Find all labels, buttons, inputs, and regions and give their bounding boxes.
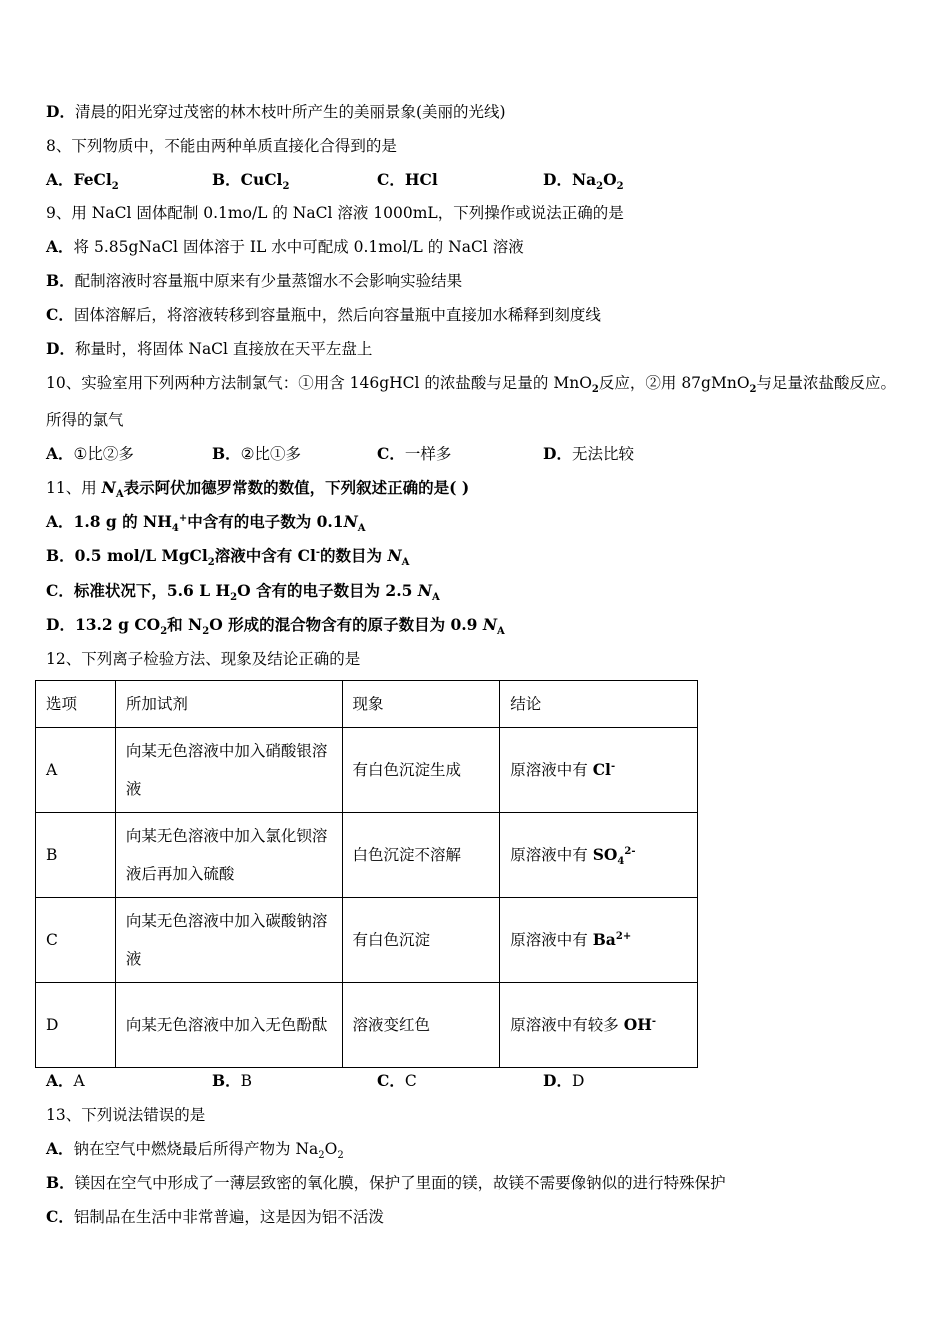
- cell-option: D: [36, 983, 116, 1068]
- formula-subscript: 2: [616, 181, 624, 193]
- formula-subscript: 2: [111, 181, 119, 193]
- option-label: A．: [46, 170, 74, 189]
- q10-stem-line2: 所得的氯气: [46, 411, 124, 429]
- header-phenomenon: 现象: [342, 681, 500, 728]
- table-row: [36, 813, 698, 898]
- option-text: O: [324, 1140, 338, 1158]
- q12-option-c: [377, 1070, 417, 1092]
- formula-subscript: A: [357, 523, 366, 535]
- formula-subscript: 2: [749, 384, 757, 396]
- charge-superscript: 2+: [615, 930, 632, 942]
- option-text: 将 5.85gNaCl 固体溶于 IL 水中可配成 0.1mol/L 的 NaCl 溶液: [73, 238, 524, 256]
- formula-subscript: 2: [337, 1150, 344, 1162]
- q12-option-a: [46, 1070, 85, 1092]
- cell-option: C: [36, 898, 116, 983]
- formula-subscript: 2: [318, 1150, 325, 1162]
- q9-option-c: [46, 304, 601, 326]
- option-label: B．: [46, 546, 75, 565]
- formula-subscript: 2: [202, 626, 210, 638]
- option-text: 清晨的阳光穿过茂密的林木枝叶所产生的美丽景象(美丽的光线): [74, 103, 506, 121]
- cell-phenomenon: 白色沉淀不溶解: [342, 813, 500, 898]
- q9-stem: 9、用 NaCl 固体配制 0.1mo/L 的 NaCl 溶液 1000mL，下列操作或说法正确的是: [46, 204, 624, 222]
- q10-option-b: [212, 443, 301, 465]
- q8-stem: 8、下列物质中，不能由两种单质直接化合得到的是: [46, 137, 397, 155]
- q8-option-b: [212, 169, 289, 191]
- q10-stem: [46, 372, 896, 394]
- option-formula: CuCl: [240, 170, 283, 189]
- cell-phenomenon: 溶液变红色: [342, 983, 500, 1068]
- option-label: C．: [377, 1071, 405, 1090]
- option-text: 13.2 g CO: [74, 615, 161, 634]
- q13-stem: 13、下列说法错误的是: [46, 1106, 206, 1124]
- charge-superscript: -: [315, 546, 321, 558]
- option-label: C．: [46, 305, 74, 324]
- option-text: 标准状况下，5.6 L H: [73, 581, 231, 600]
- option-label: C．: [46, 1207, 74, 1226]
- q12-option-b: [212, 1070, 252, 1092]
- formula-subscript: 2: [230, 592, 238, 604]
- option-label: C．: [377, 170, 405, 189]
- option-text: 1.8 g 的 NH: [73, 512, 172, 531]
- option-label: A．: [46, 237, 74, 256]
- cell-option: B: [36, 813, 116, 898]
- conclusion-text: 原溶液中有: [510, 931, 593, 949]
- q9-option-d: [46, 338, 372, 360]
- q9-option-a: [46, 236, 524, 258]
- cell-conclusion: [500, 728, 698, 813]
- option-text: 0.5 mol/L MgCl: [74, 546, 208, 565]
- option-label: A．: [46, 444, 74, 463]
- option-text: D: [571, 1072, 585, 1090]
- formula-subscript: 4: [617, 856, 625, 868]
- header-option: 选项: [36, 681, 116, 728]
- option-label: D．: [543, 1071, 572, 1090]
- stem-text: 表示阿伏加德罗常数的数值，下列叙述正确的是( ): [123, 478, 470, 497]
- option-text: 配制溶液时容量瓶中原来有少量蒸馏水不会影响实验结果: [74, 272, 463, 290]
- q11-option-a: [46, 511, 366, 533]
- option-text: 和 N: [167, 615, 203, 634]
- option-text: 一样多: [404, 445, 452, 463]
- option-text: ①比②多: [73, 445, 134, 463]
- avogadro-symbol: N: [343, 512, 358, 531]
- avogadro-symbol: N: [101, 478, 116, 497]
- option-formula: Na: [571, 170, 597, 189]
- option-text: A: [73, 1072, 85, 1090]
- q13-option-c: [46, 1206, 384, 1228]
- formula-subscript: 2: [160, 626, 168, 638]
- option-label: D．: [46, 102, 75, 121]
- ion-formula: OH: [623, 1015, 652, 1034]
- formula-subscript: A: [401, 557, 410, 569]
- option-text: 铝制品在生活中非常普遍，这是因为铝不活泼: [73, 1208, 384, 1226]
- q10-option-a: [46, 443, 134, 465]
- option-text: B: [240, 1072, 252, 1090]
- conclusion-text: 原溶液中有: [510, 761, 593, 779]
- q9-option-b: [46, 270, 462, 292]
- q10-option-d: [543, 443, 634, 465]
- formula-subscript: 4: [171, 523, 179, 535]
- cell-option: A: [36, 728, 116, 813]
- option-text: 称量时，将固体 NaCl 直接放在天平左盘上: [74, 340, 373, 358]
- option-text: 的数目为: [320, 546, 388, 565]
- option-formula: HCl: [404, 170, 438, 189]
- stem-text: 10、实验室用下列两种方法制氯气：①用含 146gHCl 的浓盐酸与足量的 MnO: [46, 374, 592, 392]
- ion-test-table: [35, 680, 698, 1068]
- cell-reagent: 向某无色溶液中加入氯化钡溶液后再加入硫酸: [115, 813, 342, 898]
- option-label: C．: [377, 444, 405, 463]
- q8-option-d: [543, 169, 624, 191]
- q10-option-c: [377, 443, 451, 465]
- formula-subscript: A: [431, 592, 440, 604]
- option-text: O 含有的电子数目为 2.5: [237, 581, 418, 600]
- option-label: D．: [46, 339, 75, 358]
- charge-superscript: 2-: [624, 845, 636, 857]
- option-text: 钠在空气中燃烧最后所得产物为 Na: [73, 1140, 319, 1158]
- table-row: [36, 983, 698, 1068]
- formula-subscript: A: [497, 626, 505, 638]
- q11-option-c: [46, 580, 440, 602]
- q7-option-d: [46, 101, 506, 123]
- option-label: B．: [46, 271, 75, 290]
- cell-conclusion: [500, 813, 698, 898]
- option-text: 无法比较: [571, 445, 634, 463]
- option-label: B．: [212, 170, 241, 189]
- option-text: ②比①多: [240, 445, 302, 463]
- formula-subscript: 2: [591, 384, 599, 396]
- option-text: 溶液中含有 Cl: [214, 546, 316, 565]
- stem-text: 11、用: [46, 479, 102, 497]
- stem-text: 反应，②用 87gMnO: [598, 374, 750, 392]
- conclusion-text: 原溶液中有: [510, 846, 593, 864]
- q8-option-a: [46, 169, 119, 191]
- q12-option-d: [543, 1070, 584, 1092]
- charge-superscript: +: [178, 512, 188, 524]
- cell-phenomenon: 有白色沉淀生成: [342, 728, 500, 813]
- header-conclusion: 结论: [500, 681, 698, 728]
- option-text: C: [404, 1072, 417, 1090]
- stem-text: 与足量浓盐酸反应。: [756, 374, 897, 392]
- option-label: D．: [543, 170, 572, 189]
- conclusion-text: 原溶液中有较多: [510, 1016, 624, 1034]
- table-row: [36, 728, 698, 813]
- avogadro-symbol: N: [417, 581, 432, 600]
- option-label: A．: [46, 1139, 74, 1158]
- header-reagent: 所加试剂: [115, 681, 342, 728]
- formula-subscript: 2: [282, 181, 290, 193]
- q11-option-b: [46, 545, 409, 567]
- option-formula: FeCl: [73, 170, 112, 189]
- ion-formula: Ba: [592, 930, 616, 949]
- option-text: 镁因在空气中形成了一薄层致密的氧化膜，保护了里面的镁，故镁不需要像钠似的进行特殊保护: [74, 1174, 726, 1192]
- q12-stem: 12、下列离子检验方法、现象及结论正确的是: [46, 650, 361, 668]
- formula-subscript: 2: [207, 557, 215, 569]
- formula-subscript: 2: [596, 181, 604, 193]
- ion-formula: SO: [592, 845, 618, 864]
- option-text: 固体溶解后，将溶液转移到容量瓶中，然后向容量瓶中直接加水稀释到刻度线: [73, 306, 601, 324]
- option-label: A．: [46, 512, 74, 531]
- cell-reagent: 向某无色溶液中加入硝酸银溶液: [115, 728, 342, 813]
- q13-option-b: [46, 1172, 726, 1194]
- option-label: B．: [46, 1173, 75, 1192]
- cell-conclusion: [500, 983, 698, 1068]
- option-text: O 形成的混合物含有的原子数目为 0.9: [209, 615, 483, 634]
- option-formula: O: [603, 170, 617, 189]
- cell-reagent: 向某无色溶液中加入无色酚酞: [115, 983, 342, 1068]
- avogadro-symbol: N: [482, 615, 498, 634]
- q8-option-c: [377, 169, 438, 191]
- table-header-row: [36, 681, 698, 728]
- q11-stem: [46, 477, 469, 499]
- cell-conclusion: [500, 898, 698, 983]
- charge-superscript: -: [610, 760, 616, 772]
- cell-reagent: 向某无色溶液中加入碳酸钠溶液: [115, 898, 342, 983]
- option-label: B．: [212, 444, 241, 463]
- charge-superscript: -: [651, 1015, 657, 1027]
- option-label: D．: [543, 444, 572, 463]
- cell-phenomenon: 有白色沉淀: [342, 898, 500, 983]
- option-label: D．: [46, 615, 75, 634]
- option-text: 中含有的电子数为 0.1: [187, 512, 344, 531]
- q11-option-d: [46, 614, 505, 636]
- ion-formula: Cl: [592, 760, 611, 779]
- q13-option-a: [46, 1138, 344, 1160]
- table-row: [36, 898, 698, 983]
- option-label: A．: [46, 1071, 74, 1090]
- formula-subscript: A: [115, 489, 124, 501]
- avogadro-symbol: N: [387, 546, 402, 565]
- option-label: B．: [212, 1071, 241, 1090]
- option-label: C．: [46, 581, 74, 600]
